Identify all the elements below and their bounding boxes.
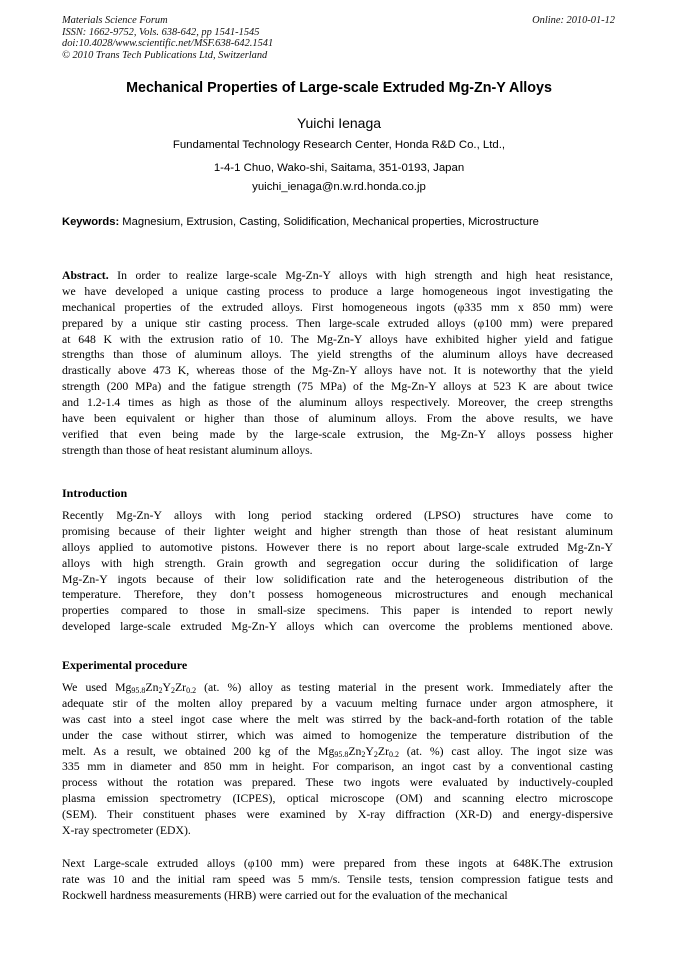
journal-name: Materials Science Forum: [62, 15, 168, 26]
experimental-line: 335 mm in diameter and 850 mm in height. For comparison, an ingot cast by a conventional casting: [62, 760, 613, 774]
introduction-heading: Introduction: [62, 486, 128, 500]
author-email: yuichi_ienaga@n.w.rd.honda.co.jp: [252, 181, 426, 193]
journal-copyright: © 2010 Trans Tech Publications Ltd, Switzerland: [62, 49, 268, 61]
experimental-line: Rockwell hardness measurements (HRB) were carried out for the evaluation of the mechanical: [62, 888, 508, 902]
affiliation-address: 1-4-1 Chuo, Wako-shi, Saitama, 351-0193, Japan: [213, 162, 465, 174]
experimental-line: We used $Mg_{95.8}Zn_2Y_2Zr_{0.2}$ (at. %) alloy as testing material in the present work. Immediately after the: [62, 681, 614, 695]
experimental-line: melt. As a result, we obtained 200 kg of the $Mg_{95.8}Zn_2Y_2Zr_{0.2}$ (at. %) cast alloy. The ingot size was: [62, 744, 613, 759]
keywords: [62, 216, 616, 228]
experimental-line: X-ray spectrometer (EDX).: [62, 824, 191, 838]
introduction-line: Recently Mg-Zn-Y alloys with long period stacking ordered (LPSO) structures have come to: [62, 509, 613, 522]
paper-title: Mechanical Properties of Large-scale Extruded Mg-Zn-Y Alloys: [126, 80, 552, 96]
journal-header: [62, 15, 442, 61]
abstract-line: strength than those of heat resistant aluminum alloys.: [62, 443, 313, 457]
experimental-line: adequate stir of the molten alloy prepared by a vacuum melting furnace under argon atmosphere, it: [62, 696, 613, 710]
experimental-line: rate was 10 and the initial ram speed was 5 mm/s. Tensile tests, tension compression fatigue tests and: [62, 872, 613, 886]
experimental-heading: Experimental procedure: [62, 658, 188, 672]
abstract-line: Abstract. In order to realize large-scale Mg-Zn-Y alloys with high strength and high heat resistance,: [62, 269, 613, 282]
experimental-line: under the case without stirrer, which was aimed to homogenize the temperature distribution of the: [62, 728, 613, 742]
introduction-line: alloys applied to automotive pistons. However there is no report about large-scale extruded Mg-Zn-Y: [62, 540, 613, 554]
abstract-line: prepared by a unique stir casting process. Then large-scale extruded alloys (φ100 mm) were prepared: [62, 316, 613, 330]
experimental-body: [62, 680, 613, 839]
alloy-formula: $Mg_{95.8}Zn_2Y_2Zr_{0.2}$: [115, 681, 197, 695]
journal-doi: doi:10.4028/www.scientific.net/MSF.638-642.1541: [62, 38, 274, 50]
abstract-line: verified that even being made by the large-scale extrusion, the Mg-Zn-Y alloys possess higher: [62, 427, 613, 441]
journal-issn: ISSN: 1662-9752, Vols. 638-642, pp 1541-1545: [62, 26, 260, 38]
affiliation-line: Fundamental Technology Research Center, Honda R&D Co., Ltd.,: [172, 139, 506, 151]
introduction-line: properties compared to those in small-size specimens. This paper is intended to report newly: [62, 604, 613, 618]
alloy-formula: $Mg_{95.8}Zn_2Y_2Zr_{0.2}$: [318, 744, 399, 759]
keywords-label: Keywords:: [62, 216, 120, 228]
abstract-line: drastically above 473 K, whereas those of the Mg-Zn-Y alloys have not. It is noteworthy that the yield: [62, 364, 613, 378]
introduction-line: promising because of their lighter weight and higher strength than those of heat resistant aluminum: [62, 524, 613, 538]
abstract-line: we have developed a unique casting process to produce a large homogeneous ingot investigating the: [62, 284, 613, 298]
keywords-text: Magnesium, Extrusion, Casting, Solidification, Mechanical properties, Microstructure: [119, 216, 539, 228]
author-name: Yuichi Ienaga: [296, 115, 382, 131]
abstract-line: mechanical properties of the extruded alloys. First homogeneous ingots (φ335 mm x 850 mm) were: [62, 300, 613, 314]
abstract-line: strength (200 MPa) and the fatigue strength (75 MPa) of the Mg-Zn-Y alloys at 523 K are about twice: [62, 380, 613, 394]
experimental-line: plasma emission spectrometry (ICPES), optical microscope (OM) and scanning electro microscope: [62, 792, 613, 806]
introduction-line: alloys with high strength. Grain growth and segregation occur during the solidification of large: [62, 556, 613, 570]
online-date: Online: 2010-01-12: [532, 15, 615, 26]
introduction-line: temperature. Therefore, they don’t possess homogeneous microstructures and enough mechanical: [62, 588, 613, 602]
abstract: [62, 268, 613, 459]
abstract-line: at 648 K with the extrusion ratio of 10. The Mg-Zn-Y alloys have exhibited higher yield and fatigue: [62, 332, 613, 346]
abstract-line: strengths than those of aluminum alloys. The yield strengths of the aluminum alloys have decreased: [62, 348, 613, 362]
experimental-line: Next Large-scale extruded alloys (φ100 mm) were prepared from these ingots at 648K.The extrusion: [62, 857, 613, 870]
introduction-body: [62, 508, 613, 635]
experimental-line: process without the rotation was prepared. These two ingots were evaluated by inductively-coupled: [62, 776, 613, 790]
experimental-line: was cast into a steel ingot case where the melt was stirred by the back-and-forth rotation of the table: [62, 712, 613, 726]
introduction-line: developed large-scale extruded Mg-Zn-Y alloys which can overcome the problems mentioned above.: [62, 620, 613, 634]
abstract-line: have been equivalent or higher than those of aluminum alloys. From the above results, we have: [62, 412, 613, 426]
introduction-line: Mg-Zn-Y ingots because of their low solidification rate and the heterogeneous distribution of the: [62, 572, 613, 586]
abstract-line: and 1.2-1.4 times as high as those of the aluminum alloys respectively. Moreover, the creep strengths: [62, 396, 613, 410]
abstract-label: Abstract.: [62, 269, 109, 282]
experimental-line: (SEM). Their constituent phases were examined by X-ray diffraction (XR-D) and energy-dispersive: [62, 808, 613, 822]
experimental-body-2: [62, 856, 613, 904]
